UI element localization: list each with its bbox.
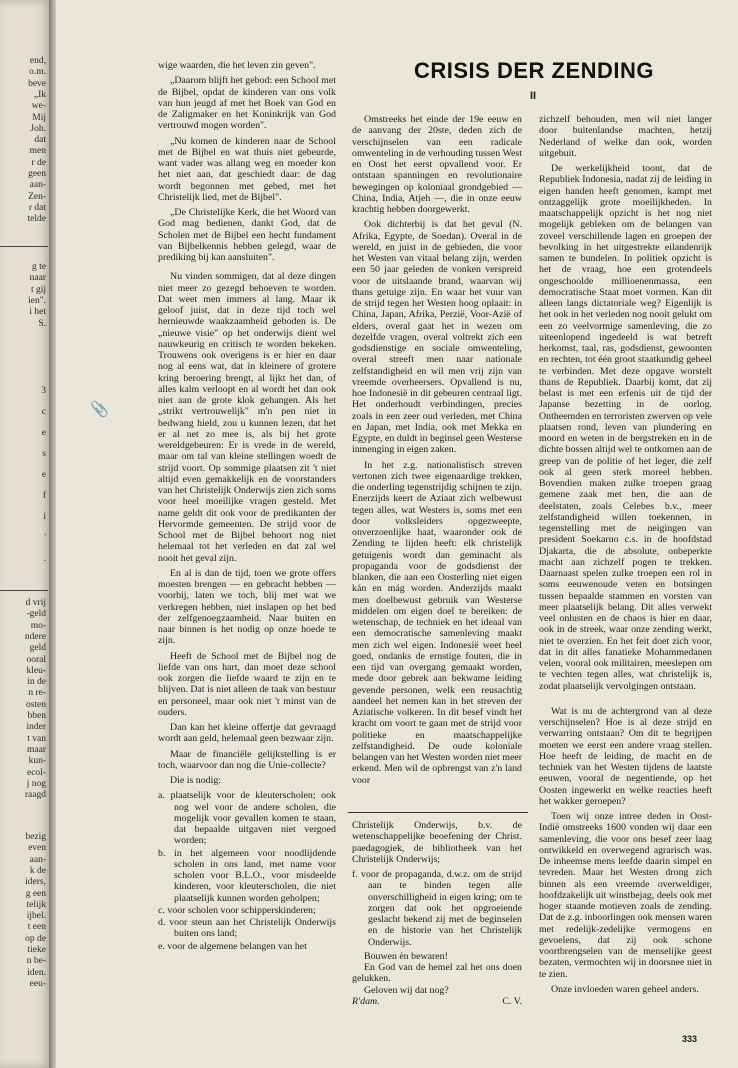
margin-text-fragment: i <box>43 512 46 522</box>
margin-text-fragment: Zen- <box>28 191 46 202</box>
margin-text-fragment: t van <box>27 733 46 744</box>
paragraph: In het z.g. nationalistisch streven vertonen zich twee eigenaardige trekken, die onderling tegenstrijdig schijnen te zijn. Enerzijds keert de Aziaat zich welbewust tegen alles, wat Westers is, soms met een door volksleiders opgezweepte, onverzoenlijke haat, waaronder ook de Zending te lijden heeft: elk christelijk getuigenis wordt dan geminacht als propaganda voor de godsdienst der blanken, die aan een Oosterling niet eigen kán en mág worden. Anderzijds maakt men doelbewust gebruik van Westerse middelen om eigen doel te bereiken: de wetenschap, de techniek en het ideaal van een democratische samenleving maakt men zich wel eigen. Indonesië weet heel goed, ondanks de ernstige fouten, die in een tijd van overgang gemaakt worden, mede door gebrek aan bekwame leiding gevende personen, welk een reusachtig aandeel het nemen kan in het streven der Aziatische volkeren. In dit besef vindt het kracht om voort te gaan met de strijd voor politieke en maatschappelijke zelfstandigheid. De oude koloniale belangen van het Westen worden niet meer erkend. Men wil de opbrengst van z'n land voor <box>352 459 522 786</box>
paragraph: En God van de hemel zal het ons doen gelukken. <box>352 962 522 985</box>
margin-text-fragment: kun- <box>28 756 46 767</box>
margin-text-fragment: „Ik <box>33 89 46 100</box>
paper-clip-icon: 📎 <box>90 402 109 418</box>
margin-text-fragment: t gij <box>30 284 46 295</box>
collection-purpose-list-continued <box>352 869 522 948</box>
paragraph: „Daarom blijft het gebod: een School met de Bijbel, opdat de kinderen van ons volk van hun jeugd af met het Boek van God en de Zaligmaker en het Koninkrijk van God vertrouwd mogen worden". <box>158 75 336 132</box>
margin-text-fragment: aan- <box>29 854 46 865</box>
margin-rule <box>0 246 48 247</box>
margin-text-fragment: maar <box>27 744 46 755</box>
margin-text-fragment: ijbel. <box>26 911 46 922</box>
margin-text-fragment: n be- <box>26 956 46 967</box>
paragraph: Heeft de School met de Bijbel nog de liefde van ons hart, dan moet deze school ook zorgen die liefde waard te zijn en te blijven. Dat is niet alleen de taak van bestuur en personeel, maar ook niet 't minst van de ouders. <box>158 650 336 718</box>
margin-text-fragment: aan- <box>29 180 46 191</box>
margin-text-fragment: we- <box>31 101 46 112</box>
signature-place: R'dam. <box>352 995 380 1007</box>
article-part-number: II <box>529 90 537 102</box>
margin-text-fragment: in de <box>27 677 46 688</box>
paragraph: De werkelijkheid toont, dat de Republiek Indonesia, nadat zij de leiding in eigen handen heeft genomen, kampt met ontzaggelijk grote moeilijkheden. In maatschappelijk opzicht is het nog niet mogelijk gebleken om de belangen van zoveel verschillende lagen en groepen der bevolking in het uitgestrekte eilandenrijk samen te bundelen. In politiek opzicht is het de vraag, hoe een grotendeels ongeschoolde millioenenmassa, een democratische Staat moet vormen. Kan dit alleen langs dictatoriale weg? Eigenlijk is het ook in het verleden nog nooit gelukt om een zo veelvormige samenleving, die zo uiteenlopend ingedeeld is wat betreft herkomst, taal, ras, godsdienst, gewoonten en rechten, tot één groot staatkundig geheel te verbinden. Met deze opgave worstelt thans de Republiek. Daarbij komt, dat zij belast is met een erfenis uit de tijd der Japanse bezetting in de oorlog. Ontheemden en terroristen zwerven op vele plaatsen rond, leven van plundering en moord en weten in de bergstreken en in de dichte bossen altijd wel te ontkomen aan de greep van de politie of het leger, die zelf ook al geen sterk moreel hebben. Bovendien maken zulke troepen graag gemene zaak met hen, die aan de deelstaten, zoals Celebes b.v., meer zelfstandigheid willen toekennen, in tegenstelling met de neigingen van president Soekarno c.s. in de hoofdstad Djakarta, die de absolute, onbeperkte macht aan zichzelf pogen te trekken. Daarnaast spelen zulke troepen een rol in soms eeuwenoude veten en botsingen tussen bepaalde stammen en vorsten van meer plaatselijk belang. Dit alles verwekt veel onlusten en de chaos is hier en daar, ook in de streek, waar onze zending werkt, niet te overzien. En het feit doet zich voor, dat in dit alles fanatieke Mohammedanen velen, vooral ook militairen, meeslepen om te vechten tegen alles, wat christelijk is, zodat plaatselijk vervolgingen ontstaan. <box>539 163 712 692</box>
previous-page-strip <box>0 0 52 1068</box>
margin-text-fragment: j nog <box>26 778 46 789</box>
margin-text-fragment: f <box>42 491 46 501</box>
margin-text-fragment: ien". <box>28 295 46 306</box>
list-item: a. plaatselijk voor de kleuterscholen; ook nog wel voor de andere scholen, die mogelijk voor gevallen komen te staan, dat bepaalde uitgaven niet vergoed worden; <box>158 790 336 847</box>
margin-text-fragment: -geld <box>26 609 46 620</box>
paragraph: Wat is nu de achtergrond van al deze verschijnselen? Hoe is al deze strijd en verwarring ontstaan? Om dit te begrijpen moeten we eerst een andere vraag stellen. Hoe heeft de leiding, de macht en de techniek van het Westen tijdens de laatste eeuwen, vooral de negentiende, op het Oosten ingewerkt en welke reacties heeft het wakker geroepen? <box>539 705 712 807</box>
margin-text-fragment: k de <box>29 865 46 876</box>
paragraph: Christelijk Onderwijs, b.v. de wetenschappelijke beoefening der Christ. paedagogiek, de bibliotheek van het Christelijk Onderwijs; <box>352 820 522 865</box>
column-divider <box>348 812 528 813</box>
paragraph: „Nu komen de kinderen naar de School met de Bijbel en wat thuis niet gebeurde, want vader was allang weg en moeder kon het niet aan, dat geschiedt daar: de dag wordt begonnen met gebed, met het Christelijk lied, met de Bijbel". <box>158 135 336 203</box>
margin-text-fragment: raagd <box>24 790 46 801</box>
margin-text-fragment: o.m. <box>29 67 46 78</box>
margin-text-fragment: ndere <box>24 631 46 642</box>
margin-text-fragment: S. <box>38 318 46 329</box>
collection-purpose-list <box>158 790 336 952</box>
page-number: 333 <box>682 1034 698 1044</box>
margin-text-fragment: men <box>29 146 46 157</box>
signature <box>352 996 522 1007</box>
margin-text-fragment: iden. <box>27 967 46 978</box>
margin-text-fragment: inder <box>26 722 46 733</box>
margin-text-fragment: telde <box>27 214 46 225</box>
margin-text-fragment: e <box>41 428 46 438</box>
margin-text-fragment: s <box>42 449 46 459</box>
margin-text-fragment: r de <box>31 157 46 168</box>
margin-text-fragment: naar <box>29 273 46 284</box>
article-title: CRISIS DER ZENDING <box>413 58 655 83</box>
column-2 <box>352 114 522 790</box>
margin-text-fragment: ooral <box>26 654 46 665</box>
paragraph: „De Christelijke Kerk, die het Woord van God mag bedienen, dankt God, dat de Scholen met de Bijbel een hecht fundament van Bijbelkennis hebben gelegd, waar de prediking bij kan aansluiten". <box>158 207 336 263</box>
margin-text-fragment: end, <box>29 56 46 66</box>
margin-text-fragment: g te <box>32 262 46 272</box>
magazine-page <box>56 0 738 1068</box>
list-item: e. voor de algemene belangen van het <box>158 940 307 952</box>
margin-text-fragment: e <box>41 470 46 480</box>
column-2-continuation <box>352 820 522 1007</box>
margin-text-fragment: n re- <box>28 688 46 699</box>
paragraph: Toen wij onze intree deden in Oost-Indië omstreeks 1600 vonden wij daar een samenleving, die voor ons besef zeer laag ontwikkeld en overwegend agrarisch was. De inheemse mens leefde daarin simpel en tevreden. Maar het Westen drong zich binnen als een vreemde overweldiger, hoofdzakelijk uit winstbejag, deels ook met hoger staande motieven zoals de zending. Dat de z.g. inboorlingen ook mensen waren met redelijk-zedelijke vermogens en gevoelens, dat zij ook schone voortbrengselen van de menselijke geest bezaten, vermochten wij in doorsnee niet in te zien. <box>539 811 712 980</box>
margin-text-fragment: telijk <box>26 899 46 910</box>
margin-text-fragment: tieke <box>27 945 46 955</box>
paragraph: Omstreeks het einde der 19e eeuw en de aanvang der 20ste, deden zich de verschijnselen van een radicale omwenteling in de verhouding tussen West en Oost het eerst opvallend voor. Er ontstaan spanningen en revolutionaire bewegingen op koloniaal grondgebied — China, India, Atjeh —, die in onze eeuw krachtig hebben doorgewerkt. <box>352 114 522 215</box>
margin-text-fragment: d vrij <box>25 598 46 608</box>
paragraph: Dan kan het kleine offertje dat gevraagd wordt aan geld, helemaal geen bezwaar zijn. <box>158 722 336 745</box>
column-1 <box>158 60 336 955</box>
margin-text-fragment: dat <box>34 135 46 146</box>
margin-text-fragment: osten <box>25 699 46 710</box>
margin-text-fragment: bezig <box>25 832 46 842</box>
margin-text-fragment: geld <box>29 643 46 654</box>
margin-text-fragment: mo- <box>30 620 46 631</box>
margin-text-fragment: eeu- <box>29 978 46 989</box>
margin-text-fragment: op de <box>25 933 46 944</box>
paragraph: Maar de financiële gelijkstelling is er toch, waarvoor dan nog die Unie-collecte? <box>158 748 336 771</box>
margin-text-fragment: geen <box>28 169 46 179</box>
paragraph: Ook dichterbij is dat het geval (N. Afrika, Egypte, de Soedan). Overal in de wereld, en juist in de gebieden, die voor het Westen van vitaal belang zijn, werden een 50 jaar geleden de vonken verspreid voor de uitslaande brand, waarvan wij thans getuige zijn. En waar het vuur van de strijd tegen het Westen hoog oplaait: in China, Japan, Afrika, Perzië, Voor-Azië of elders, overal gaat het in wezen om dezelfde vragen, overal voltrekt zich een godsdienstige en sociale omwenteling, overal streeft men naar nationale zelfstandigheid en wil men vrij zijn van vreemde overheersers. Opvallend is nu, hoe Indonesië in dit gebeuren centraal ligt. Het onderhoudt verbindingen, precies zoals in een zeer oud verleden, met China en Japan, met India, ook met Mekka en Egypte, en duldt in beginsel geen Westerse inmenging in eigen zaken. <box>352 219 522 456</box>
paragraph: Die is nodig: <box>170 775 222 786</box>
margin-text-fragment: t een <box>27 922 46 933</box>
signature-initials: C. V. <box>502 995 522 1007</box>
paragraph: Bouwen èn bewaren! <box>364 950 448 962</box>
margin-text-fragment: beve <box>28 78 46 89</box>
margin-text-fragment: 3 <box>41 386 46 396</box>
margin-text-fragment: ecol- <box>27 767 46 778</box>
paragraph: Nu vinden sommigen, dat al deze dingen niet meer zo gezegd behoeven te worden. Dat weet men immers al lang. Maar ik geloof juist, dat in deze tijd toch wel hernieuwde waakzaamheid geboden is. De „nieuwe visie" op het onderwijs dient wel nauwkeurig en critisch te worden bekeken. Trouwens ook overigens is er hier en daar nog al eens wat, dat in kleinere of grotere kring beroering brengt, al lijkt het dan, of alles kalm verloopt en al wordt het dan ook niet aan de grote klok gehangen. Als het „strikt vertrouwelijk" m'n pen niet in bedwang hield, zou u kunnen lezen, dat het er al net zo mee is, als bij het grote wereldgebeuren: Er is vrede in de wereld, maar om tal van kleine stellingen woedt de strijd voort. Op sommige plaatsen zit 't niet altijd even gemakkelijk en de voorstanders van het Christelijk Onderwijs zien zich soms voor heel moeilijke vragen gesteld. Met name geldt dit ook voor de predikanten der Hervormde gemeenten. De strijd voor de School met de Bijbel behoort nog niet helemaal tot het verleden en dat zal wel nooit het geval zijn. <box>158 271 336 564</box>
margin-text-fragment: g een <box>25 888 46 899</box>
paragraph: En al is dan de tijd, toen we grote offers moesten brengen — en gebracht hebben — voorbij, laten we toch, blij met wat we verkregen hebben, niet inslapen op het bed der zelfgenoegzaamheid. Naar buiten en naar binnen is het nodig op onze hoede te zijn. <box>158 567 336 647</box>
margin-text-fragment: Mij <box>32 112 46 123</box>
margin-text-fragment: kleu- <box>26 665 46 676</box>
margin-rule <box>0 590 48 591</box>
list-item: d. voor steun aan het Christelijk Onderwijs buiten ons land; <box>158 917 336 940</box>
margin-text-fragment: Joh. <box>30 123 46 134</box>
margin-text-fragment: ' <box>44 533 46 543</box>
paragraph: Geloven wij dat nog? <box>364 984 449 996</box>
paragraph: Onze invloeden waren geheel anders. <box>551 983 699 995</box>
list-item: f. voor de propaganda, d.w.z. om de strijd aan te binden tegen alle onverschilligheid in eigen kring; om te zorgen dat ook het opgroeiende geslacht bekend zij met de beginselen en de historie van het Christelijk Onderwijs. <box>352 869 522 948</box>
margin-text-fragment: iders, <box>25 877 46 888</box>
margin-text-fragment: . <box>43 554 46 564</box>
margin-text-fragment: r dat <box>28 202 46 213</box>
paragraph: zichzelf behouden, men wil niet langer door buitenlandse machten, hetzij Nederland of welke dan ook, worden uitgebuit. <box>539 114 712 159</box>
paragraph: wige waarden, die het leven zin geven". <box>158 60 316 71</box>
margin-text-fragment: i het <box>29 307 46 318</box>
list-item: b. in het algemeen voor noodlijdende scholen in ons land, met name voor scholen voor B.L.O., voor misdeelde kinderen, voor kleuterscholen, die niet plaatselijk kunnen worden geholpen; <box>158 847 336 904</box>
margin-text-fragment: c <box>41 407 46 417</box>
margin-text-fragment: even <box>28 843 46 854</box>
list-item: c. voor scholen voor schipperskinderen; <box>158 904 316 916</box>
column-3 <box>539 114 712 999</box>
margin-text-fragment: bben <box>27 711 46 721</box>
